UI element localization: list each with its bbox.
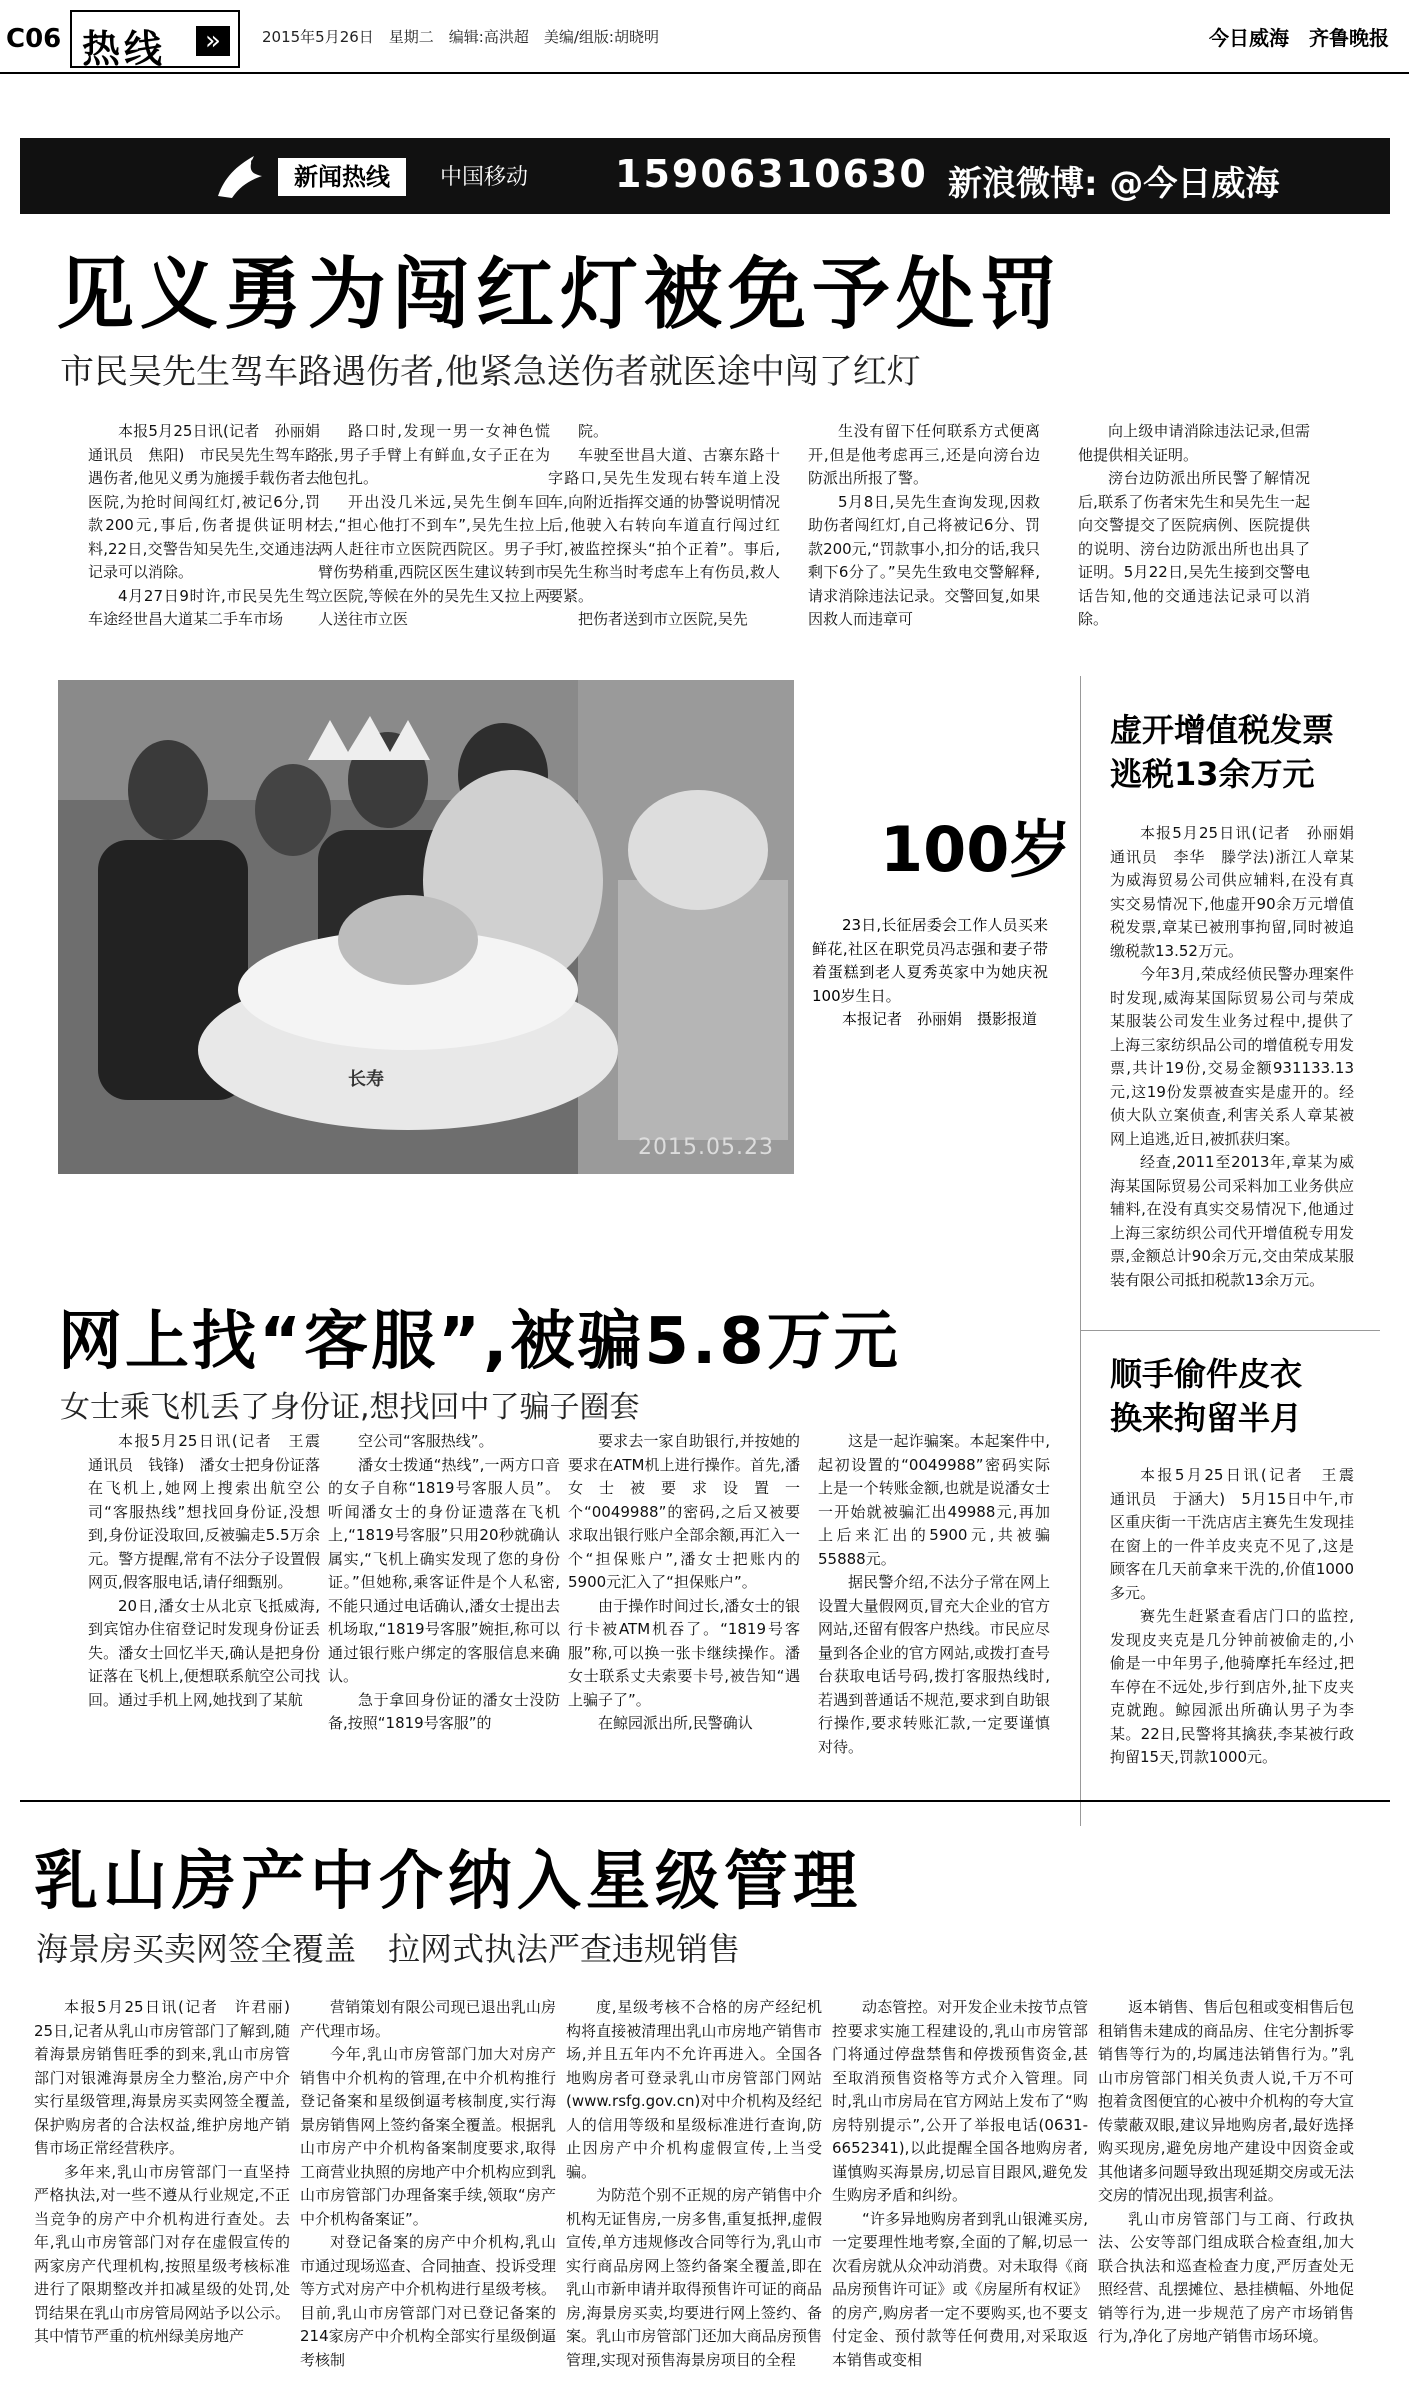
paragraph: “许多异地购房者到乳山银滩买房,一定要理性地考察,全面的了解,切忌一次看房就从众冲动消费。对未取得《商品房预售许可证》或《房屋所有权证》的房产,购房者一定不要购买,也不要支付定金、预付款等任何费用,对采取返本销售或变相 — [832, 2209, 1088, 2369]
photo-illustration — [58, 680, 794, 1174]
paragraph: 5月8日,吴先生查询发现,因救助伤者闯红灯,自己将被记6分、罚款200元,“罚款事小,扣分的话,我只剩下6分了。”吴先生致电交警解释,请求消除违法记录。交警回复,如果因救人而违章可 — [808, 492, 1040, 628]
paragraph: 对登记备案的房产中介机构,乳山市通过现场巡查、合同抽查、投诉受理等方式对房产中介机构进行星级考核。目前,乳山市房管部门对已登记备案的214家房产中介机构全部实行星级倒逼考核制 — [300, 2233, 556, 2369]
photo-caption-title: 100岁 — [880, 813, 1072, 886]
sidebar-1-body — [1110, 822, 1370, 1318]
paragraph: 今年,乳山市房管部门加大对房产销售中介机构的管理,在中介机构推行登记备案和星级倒逼考核制度,实行海景房销售网上签约备案全覆盖。根据乳山市房产中介机构备案制度要求,取得工商营业执照的房地产中介机构应到乳山市房管部门办理备案手续,领取“房产中介机构备案证”。 — [300, 2045, 556, 2228]
text-column — [300, 1996, 556, 2376]
paragraph: 动态管控。对开发企业未按节点管控要求实施工程建设的,乳山市房管部门将通过停盘禁售和停拨预售资金,甚至取消预售资格等方式介入管理。同时,乳山市房局在官方网站上发布了“购房特别提示”,公开了举报电话(0631-6652341),以此提醒全国各地购房者,谨慎购买海景房,切忌盲目跟风,避免发生购房矛盾和纠纷。 — [832, 1998, 1088, 2204]
text-column — [808, 420, 1040, 652]
paragraph: 本报5月25日讯(记者 许君丽) 25日,记者从乳山市房管部门了解到,随着海景房销售旺季的到来,乳山市房管部门对银滩海景房全力整治,房产中介实行星级管理,海景房买卖网签全覆盖,保护购房者的合法权益,维护房地产销售市场正常经营秩序。 — [34, 1998, 306, 2157]
paragraph: 返本销售、售后包租或变相售后包租销售未建成的商品房、住宅分割拆零销售等行为的,均属违法销售行为。”乳山市房管部门相关负责人说,千万不可抱着贪图便宜的心被中介机构的夸大宣传蒙蔽双眼,建议异地购房者,最好选择购买现房,避免房地产建设中因资金或其他诸多问题导致出现延期交房或无法交房的情况出现,损害利益。 — [1098, 1998, 1354, 2204]
paragraph: 本报5月25日讯(记者 孙丽娟 通讯员 李华 滕学法)浙江人章某为威海贸易公司供应辅料,在没有真实交易情况下,他虚开90余万元增值税发票,章某已被刑事拘留,同时被追缴税款13.52万元。 — [1110, 824, 1370, 960]
paragraph: 院。 — [578, 422, 609, 440]
headline-1: 见义勇为闯红灯被免予处罚 — [56, 250, 1065, 340]
paragraph: 4月27日9时许,市民吴先生驾车途经世昌大道某二手车市场 — [88, 586, 320, 628]
paragraph: 20日,潘女士从北京飞抵威海,到宾馆办住宿登记时发现身份证丢失。潘女士回忆半天,确认是把身份证落在飞机上,便想联系航空公司找回。通过手机上网,她找到了某航 — [88, 1596, 320, 1709]
text-column — [88, 1430, 336, 1770]
paragraph: 据民警介绍,不法分子常在网上设置大量假网页,冒充大企业的官方网站,还留有假客户热线。市民应尽量到各企业的官方网站,或拨打查号台获取电话号码,拨打客服热线时,若遇到普通话不规范,要求到自助银行操作,要求转账汇款,一定要谨慎对待。 — [818, 1573, 1050, 1756]
paragraph: 本报5月25日讯(记者 王震 通讯员 于涵大) 5月15日中午,市区重庆街一干洗店店主赛先生发现挂在窗上的一件羊皮夹克不见了,这是顾客在几天前拿来干洗的,价值1000多元。 — [1110, 1466, 1370, 1602]
paragraph: 把伤者送到市立医院,吴先 — [578, 610, 748, 628]
text-column — [1078, 420, 1310, 652]
paragraph: 这是一起诈骗案。本起案件中,起初设置的“0049988”密码实际上是一个转账金额,也就是说潘女士一开始就被骗汇出49988元,再加上后来汇出的5900元,共被骗55888元。 — [818, 1432, 1050, 1568]
newspaper-brand: 今日威海 齐鲁晚报 — [1209, 26, 1389, 50]
sidebar-divider — [1080, 676, 1081, 1826]
subheadline-2: 女士乘飞机丢了身份证,想找回中了骗子圈套 — [60, 1390, 640, 1425]
double-arrow-icon: » — [196, 26, 230, 56]
sidebar-2-title-line1: 顺手偷件皮衣 — [1110, 1355, 1303, 1393]
paragraph: 度,星级考核不合格的房产经纪机构将直接被清理出乳山市房地产销售市场,并且五年内不允许再进入。全国各地购房者可登录乳山市房管部门网站(www.rsfg.gov.cn)对中介机构及经纪人的信用等级和星级标准进行查询,防止因房产中介机构虚假宣传,上当受骗。 — [566, 1998, 822, 2181]
paragraph: 营销策划有限公司现已退出乳山房产代理市场。 — [300, 1998, 556, 2040]
sidebar-2-body — [1110, 1464, 1370, 1772]
paragraph: 滂台边防派出所民警了解情况后,联系了伤者宋先生和吴先生一起向交警提交了医院病例、医院提供的说明、滂台边防派出所也出具了证明。5月22日,吴先生接到交警电话告知,他的交通违法记录可以消除。 — [1078, 469, 1310, 628]
paragraph: 今年3月,荣成经侦民警办理案件时发现,威海某国际贸易公司与荣成某服装公司发生业务过程中,提供了上海三家纺织品公司的增值税专用发票,共计19份,交易金额931133.13元,这19份发票被查实是虚开的。经侦大队立案侦查,利害关系人章某被网上追逃,近日,被抓获归案。 — [1110, 965, 1354, 1148]
photo-credit: 本报记者 孙丽娟 摄影报道 — [842, 1010, 1038, 1028]
header-rule — [0, 72, 1409, 74]
paragraph: 要求去一家自助银行,并按她的要求在ATM机上进行操作。首先,潘女士被要求设置一个“0049988”的密码,之后又被要求取出银行账户全部余额,再汇入一个“担保账户”,潘女士把账内的5900元汇入了“担保账户”。 — [568, 1432, 800, 1591]
paragraph: 路口时,发现一男一女神色慌张,男子手臂上有鲜血,女子正在为他包扎。 — [318, 422, 550, 487]
paragraph: 赛先生赶紧查看店门口的监控,发现皮夹克是几分钟前被偷走的,小偷是一中年男子,他骑摩托车经过,把车停在不远处,步行到店外,扯下皮夹克就跑。鲸园派出所确认男子为李某。22日,民警将其擒获,李某被行政拘留15天,罚款1000元。 — [1110, 1607, 1354, 1766]
page-number: C06 — [6, 24, 62, 54]
carrier-logo: 中国移动 — [440, 165, 529, 190]
paragraph: 潘女士拨通“热线”,一两方口音的女子自称“1819号客服人员”。听闻潘女士的身份证遗落在飞机上,“1819号客服”只用20秒就确认属实,“飞机上确实发现了您的身份证。”但她称,乘客证件是个人私密,不能只通过电话确认,潘女士提出去机场取,“1819号客服”婉拒,称可以通过银行账户绑定的客服信息来确认。 — [328, 1455, 560, 1685]
photo-caption — [812, 914, 1048, 1032]
birthday-photo — [58, 680, 794, 1174]
story-3-rule — [20, 1800, 1390, 1802]
paragraph: 开出没几米远,吴先生倒车回去,“担心他打不到车”,吴先生拉上两人赶往市立医院西院区。男子手臂伤势稍重,西院区医生建议转到市立医院,等候在外的吴先生又拉上两人送往市立医 — [318, 492, 550, 628]
hotline-number: 15906310630 — [615, 152, 928, 196]
paragraph: 向上级申请消除违法记录,但需他提供相关证明。 — [1078, 422, 1310, 464]
paragraph: 多年来,乳山市房管部门一直坚持严格执法,对一些不遵从行业规定,不正当竞争的房产中介机构进行查处。去年,乳山市房管部门对存在虚假宣传的两家房产代理机构,按照星级考核标准进行了限期整改并扣减星级的处罚,处罚结果在乳山市房管局网站予以公示。其中情节严重的杭州绿美房地产 — [34, 2162, 290, 2345]
text-column — [568, 1430, 800, 1770]
sidebar-1-title-line1: 虚开增值税发票 — [1110, 711, 1335, 749]
text-column — [34, 1996, 306, 2376]
hotline-tag: 新闻热线 — [278, 158, 406, 196]
text-column — [328, 1430, 560, 1770]
sidebar-1-title — [1110, 708, 1334, 796]
sidebar-2-title — [1110, 1352, 1302, 1440]
paragraph: 为防范个别不正规的房产销售中介机构无证售房,一房多售,重复抵押,虚假宣传,单方违规修改合同等行为,乳山市实行商品房网上签约备案全覆盖,即在乳山市新申请并取得预售许可证的商品房,海景房买卖,均要进行网上签约、备案。乳山市房管部门还加大商品房预售管理,实现对预售海景房项目的全程 — [566, 2186, 822, 2369]
phoenix-logo-icon — [210, 148, 270, 204]
hotline-banner — [20, 138, 1390, 214]
text-column — [548, 420, 780, 652]
photo-caption-text: 23日,长征居委会工作人员买来鲜花,社区在职党员冯志强和妻子带着蛋糕到老人夏秀英家中为她庆祝100岁生日。 — [812, 916, 1048, 1005]
paragraph: 乳山市房管部门与工商、行政执法、公安等部门组成联合检查组,加大联合执法和巡查检查力度,严厉查处无照经营、乱摆摊位、悬挂横幅、外地促销等行为,进一步规范了房产市场销售行为,净化了房地产销售市场环境。 — [1098, 2209, 1354, 2345]
paragraph: 本报5月25日讯(记者 孙丽娟 通讯员 焦阳) 市民吴先生驾车路遇伤者,他见义勇为施援手载伤者去医院,为抢时间闯红灯,被记6分,罚款200元,事后,伤者提供证明材料,22日,交警告知吴先生,交通违法记录可以消除。 — [88, 422, 336, 581]
sidebar-1-title-line2: 逃税13余万元 — [1110, 755, 1315, 793]
section-label — [70, 10, 240, 71]
sidebar-2-title-line2: 换来拘留半月 — [1110, 1399, 1303, 1437]
paragraph: 在鲸园派出所,民警确认 — [598, 1714, 753, 1732]
paragraph: 本报5月25日讯(记者 王震 通讯员 钱锋) 潘女士把身份证落在飞机上,她网上搜索出航空公司“客服热线”想找回身份证,没想到,身份证没取回,反被骗走5.5万余元。警方提醒,常有不法分子设置假网页,假客服电话,请仔细甄别。 — [88, 1432, 336, 1591]
text-column — [88, 420, 336, 652]
weibo-handle: 新浪微博: @今日威海 — [948, 164, 1280, 204]
section-title: 热线 — [82, 27, 167, 71]
text-column — [818, 1430, 1050, 1770]
photo-timestamp: 2015.05.23 — [638, 1135, 774, 1160]
headline-2: 网上找“客服”,被骗5.8万元 — [58, 1305, 901, 1379]
paragraph: 急于拿回身份证的潘女士没防备,按照“1819号客服”的 — [328, 1690, 560, 1732]
issue-info: 2015年5月26日 星期二 编辑:高洪超 美编/组版:胡晓明 — [262, 28, 659, 46]
text-column — [318, 420, 550, 652]
subheadline-3: 海景房买卖网签全覆盖 拉网式执法严查违规销售 — [36, 1930, 741, 1968]
cake-text: 长寿 — [348, 1069, 384, 1090]
paragraph: 生没有留下任何联系方式便离开,但是他考虑再三,还是向滂台边防派出所报了警。 — [808, 422, 1040, 487]
text-column — [1098, 1996, 1354, 2376]
paragraph: 经查,2011至2013年,章某为威海某国际贸易公司采料加工业务供应辅料,在没有真实交易情况下,他通过上海三家纺织公司代开增值税专用发票,金额总计90余万元,交由荣成某服装有限公司抵扣税款13余万元。 — [1110, 1153, 1354, 1289]
paragraph: 空公司“客服热线”。 — [358, 1432, 494, 1450]
headline-3: 乳山房产中介纳入星级管理 — [34, 1845, 862, 1919]
subheadline-1: 市民吴先生驾车路遇伤者,他紧急送伤者就医途中闯了红灯 — [60, 352, 921, 392]
page-header — [0, 0, 1409, 74]
paragraph: 车驶至世昌大道、古寨东路十字路口,吴先生发现右转车道上没车,向附近指挥交通的协警说明情况后,他驶入右转向车道直行闯过红灯,被监控探头“拍个正着”。事后,吴先生称当时考虑车上有伤员,救人要紧。 — [548, 445, 780, 605]
paragraph: 由于操作时间过长,潘女士的银行卡被ATM机吞了。“1819号客服”称,可以换一张卡继续操作。潘女士联系丈夫索要卡号,被告知“遇上骗子了”。 — [568, 1596, 800, 1709]
sidebar-rule — [1080, 1330, 1380, 1331]
text-column — [566, 1996, 822, 2376]
text-column — [832, 1996, 1088, 2376]
